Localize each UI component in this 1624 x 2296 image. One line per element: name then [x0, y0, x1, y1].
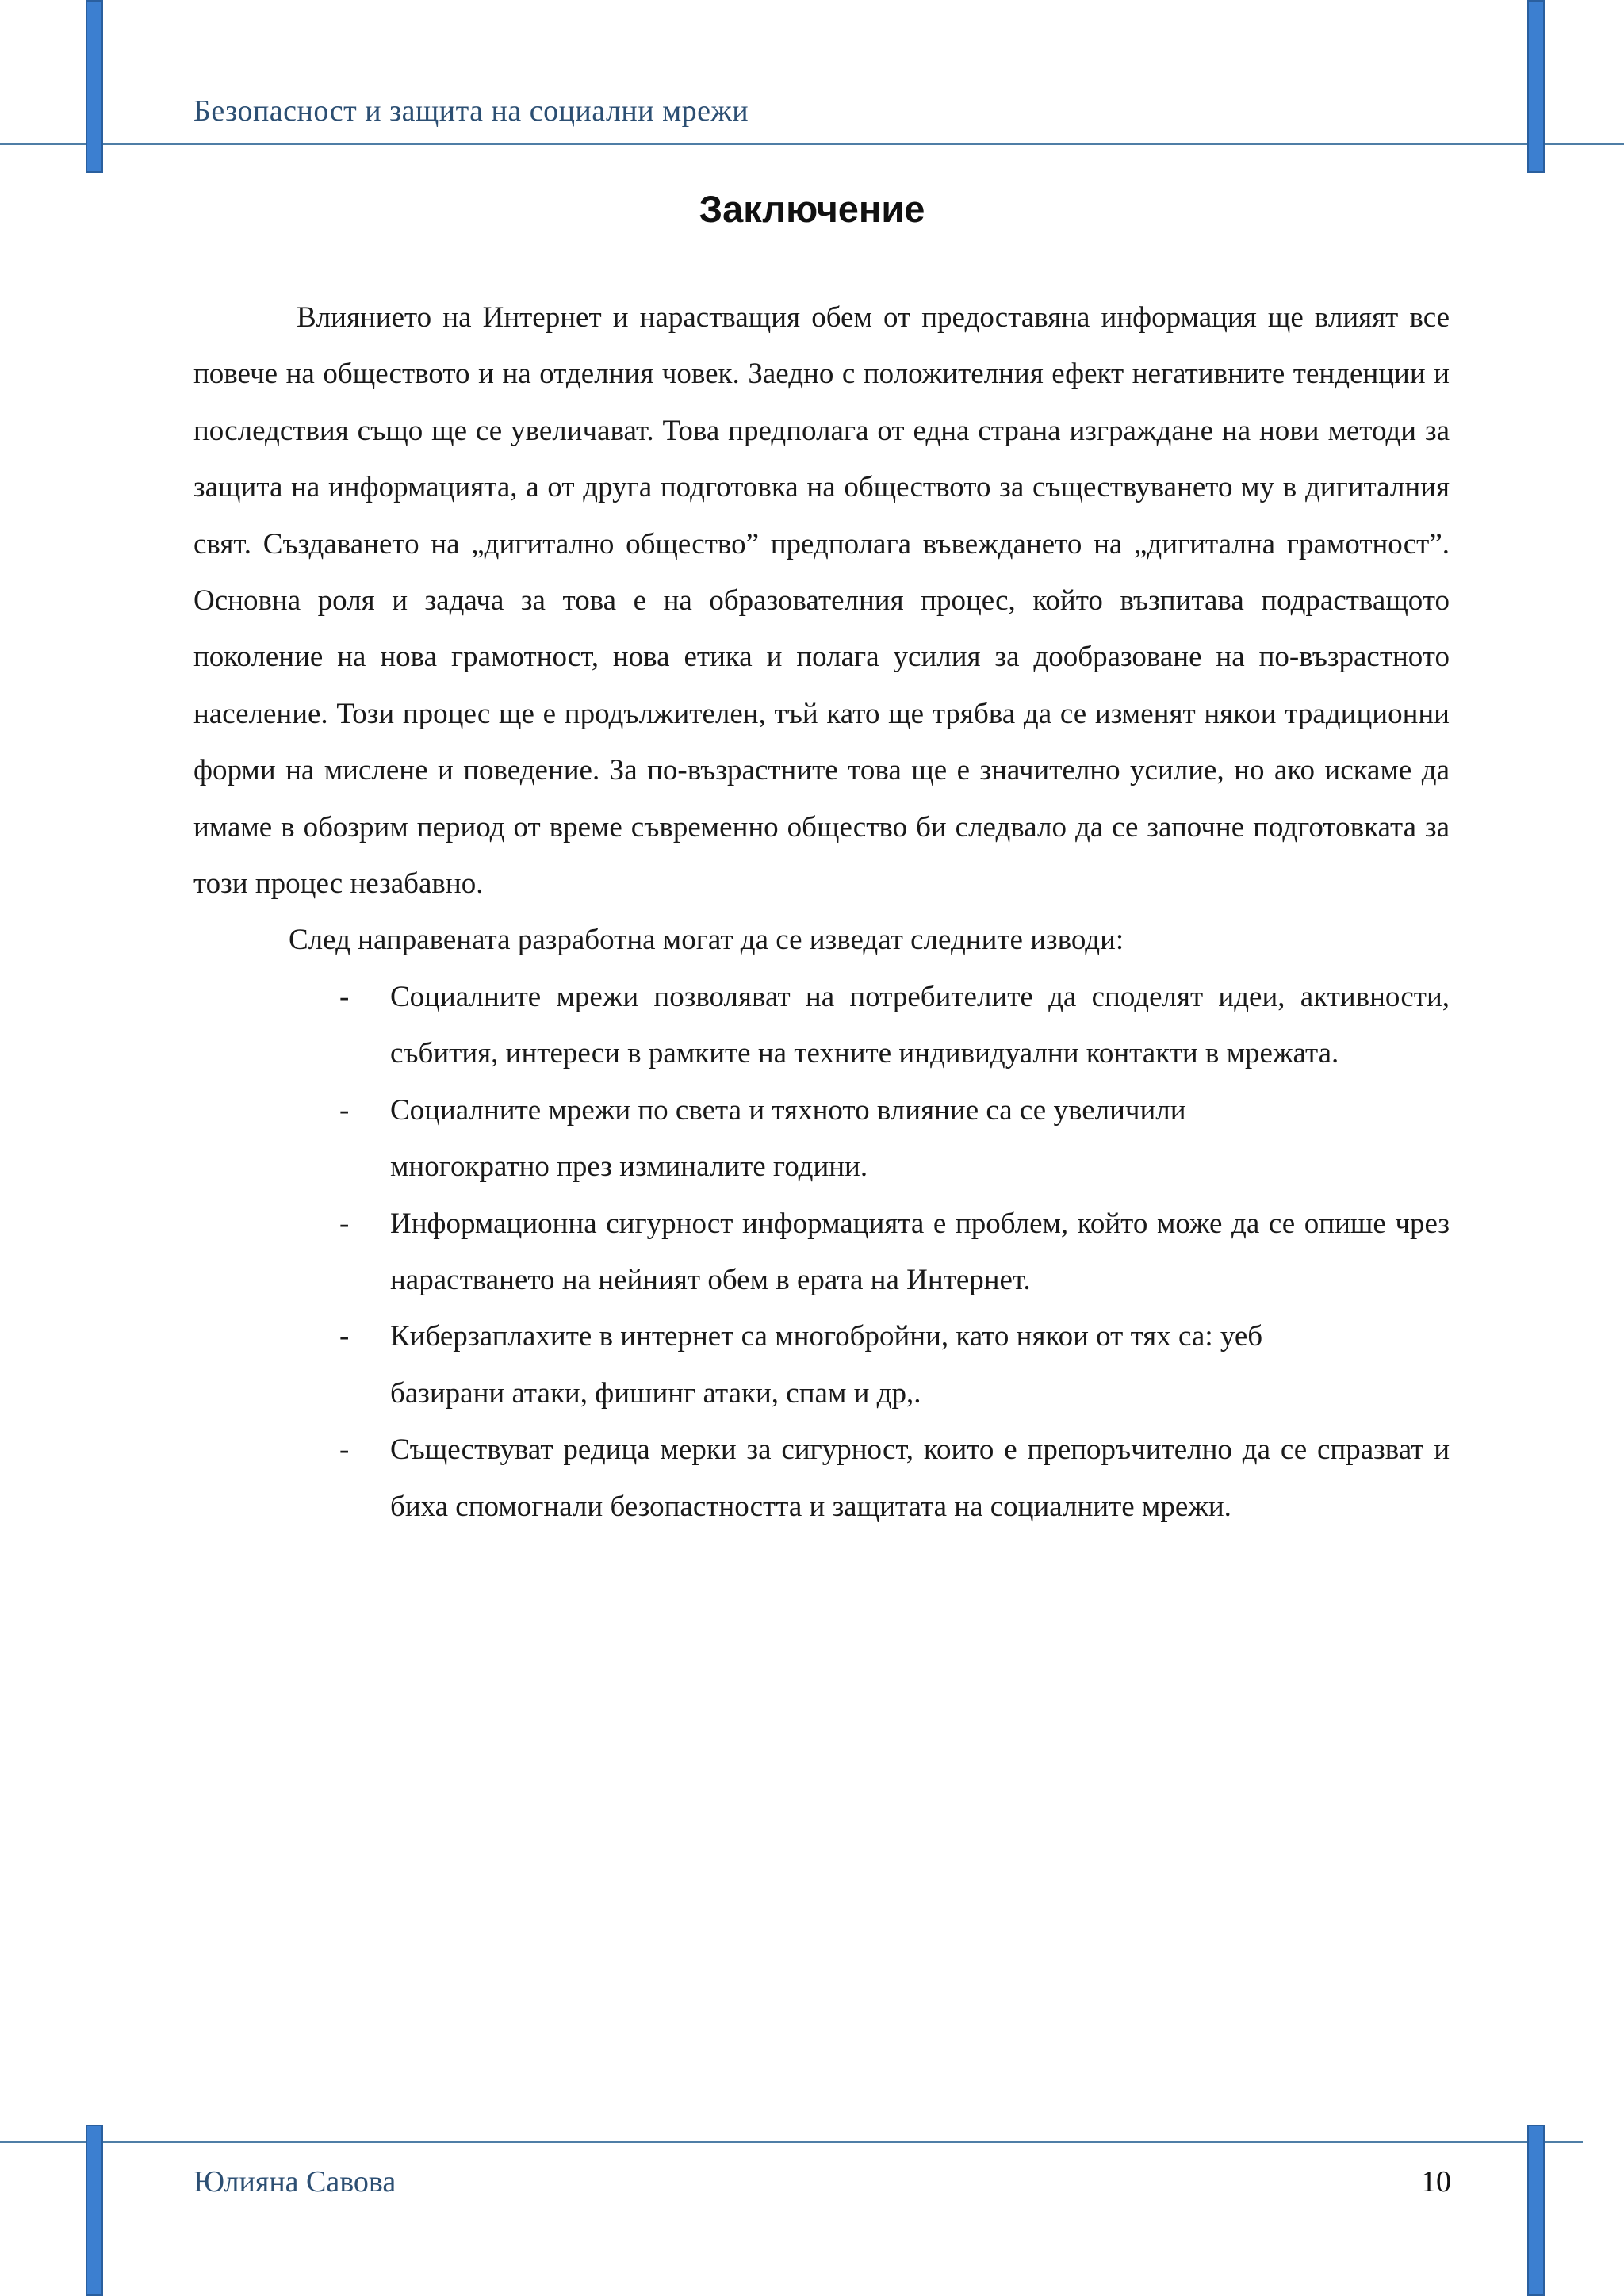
list-item — [193, 1082, 1450, 1196]
conclusions-intro: След направената разработна могат да се изведат следните изводи: — [289, 924, 1124, 957]
list-item — [193, 1196, 1450, 1309]
list-item — [193, 1422, 1450, 1535]
list-item-text: Киберзаплахите в интернет са многобройни, като някои от тях са: уеб базирани атаки, фишинг атаки, спам и др,. — [390, 1320, 1263, 1410]
bullet-dash: - — [339, 1093, 350, 1127]
body-content — [193, 289, 1450, 1535]
header-rule — [0, 143, 1624, 145]
page-number: 10 — [1421, 2165, 1451, 2198]
list-item-text: Съществуват редица мерки за сигурност, които е препоръчително да се спразват и биха спомогнали безопастността и защитата на социалните мрежи. — [390, 1433, 1450, 1523]
header-right-bar — [1527, 0, 1545, 173]
list-item-text: Информационна сигурност информацията е проблем, който може да се опише чрез нарастването на нейният обем в ерата на Интернет. — [390, 1207, 1450, 1296]
list-item — [193, 969, 1450, 1082]
footer-rule — [0, 2141, 1583, 2143]
footer-author: Юлияна Савова — [193, 2165, 396, 2198]
conclusions-list — [193, 969, 1450, 1535]
list-item-text: Социалните мрежи по света и тяхното влияние са се увеличили многократно през изминалите години. — [390, 1093, 1186, 1184]
footer-right-bar — [1527, 2125, 1545, 2296]
main-paragraph: Влиянието на Интернет и нарастващия обем от предоставяна информация ще влияят все повече на обществото и на отделния човек. Заедно с положителния ефект негативните тенденции и последствия също ще се увеличават. Това предполага от една страна изграждане на нови методи за защита на информацията, а от друга подготовка на обществото за съществуването му в дигиталния свят. Създаването на „дигитално общество” предполага въвеждането на „дигитална грамотност”. Основна роля и задача за това е на образователния процес, който възпитава подрастващото поколение на нова грамотност, нова етика и полага усилия за дообразоване на по-възрастното население. Този процес ще е продължителен, тъй като ще трябва да се изменят някои традиционни форми на мислене и поведение. За по-възрастните това ще е значително усилие, но ако искаме да имаме в обозрим период от време съвременно общество би следвало да се започне подготовката за този процес незабавно. — [193, 301, 1450, 901]
bullet-dash: - — [339, 980, 350, 1013]
page-title: Заключение — [699, 188, 925, 230]
running-header-title: Безопасност и защита на социални мрежи — [193, 94, 749, 128]
header-left-bar — [86, 0, 103, 173]
bullet-dash: - — [339, 1433, 350, 1467]
bullet-dash: - — [339, 1320, 350, 1353]
footer-left-bar — [86, 2125, 103, 2296]
bullet-dash: - — [339, 1207, 350, 1240]
list-item — [193, 1308, 1450, 1422]
list-item-text: Социалните мрежи позволяват на потребителите да споделят идеи, активности, събития, интереси в рамките на техните индивидуални контакти в мрежата. — [390, 980, 1450, 1070]
